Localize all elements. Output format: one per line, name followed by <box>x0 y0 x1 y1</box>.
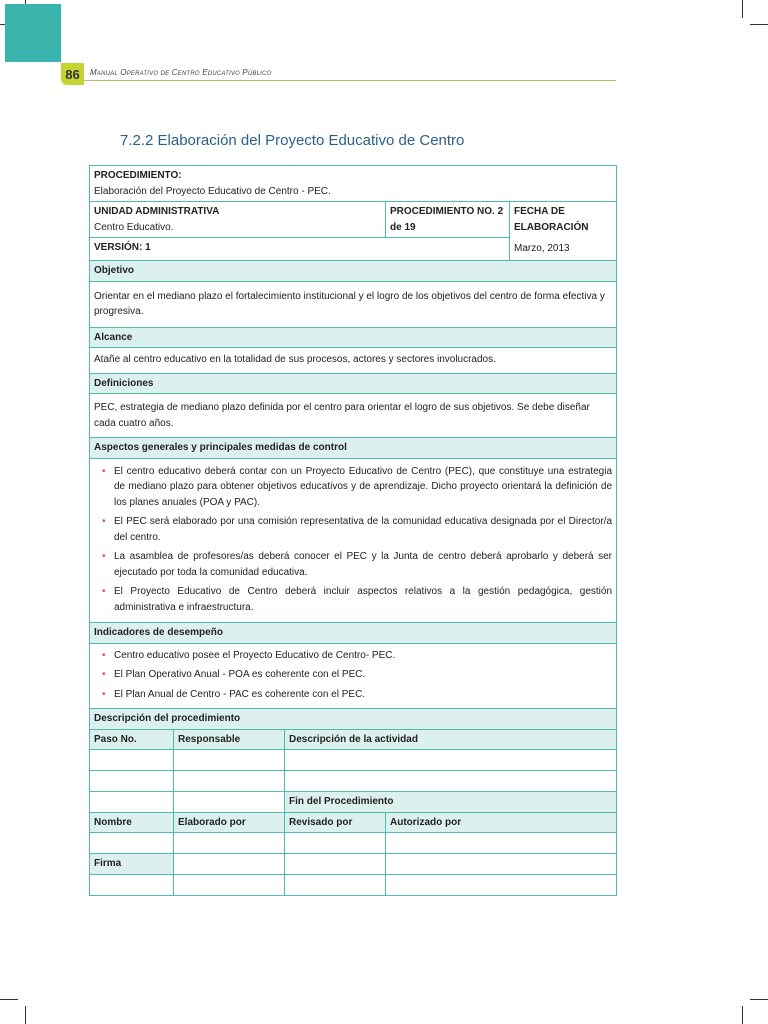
fecha-label: FECHA DE ELABORACIÓN <box>514 206 589 233</box>
table-row <box>90 750 617 771</box>
col-paso: Paso No. <box>90 729 174 750</box>
row-objetivo-header <box>90 261 617 282</box>
procedimiento-no: PROCEDIMIENTO NO. 2 de 19 <box>386 202 510 238</box>
indicadores-label: Indicadores de desempeño <box>90 623 617 644</box>
row-signature-columns <box>90 812 617 833</box>
sig-cell <box>386 874 617 895</box>
sig-nombre: Nombre <box>90 812 174 833</box>
fin-label: Fin del Procedimiento <box>285 792 617 813</box>
unidad-value: Centro Educativo. <box>94 221 174 233</box>
row-aspectos-list <box>90 458 617 623</box>
list-item: • El PEC será elaborado por una comisión representativa de la comunidad educativa designada por el Director/a del centro. <box>114 514 612 545</box>
fecha-value: Marzo, 2013 <box>514 243 570 254</box>
step-cell <box>174 771 285 792</box>
row-indicadores-list <box>90 643 617 709</box>
sig-cell <box>174 874 285 895</box>
crop-mark <box>742 1006 743 1024</box>
list-item: • El Proyecto Educativo de Centro deberá incluir aspectos relativos a la gestión pedagógica, gestión administrativa e infraestructura. <box>114 584 612 615</box>
crop-mark <box>742 0 743 18</box>
decorative-teal-block <box>5 4 61 62</box>
sig-cell <box>174 833 285 854</box>
table-row <box>90 874 617 895</box>
sig-cell <box>285 874 386 895</box>
crop-mark <box>750 999 768 1000</box>
row-procedimiento <box>90 166 617 202</box>
row-aspectos-header <box>90 438 617 459</box>
definiciones-text: PEC, estrategia de mediano plazo definida por el centro para orientar el logro de sus objetivos. Se debe diseñar cada cuatro años. <box>90 394 617 438</box>
indicadores-cell <box>90 643 617 709</box>
crop-mark <box>750 24 768 25</box>
step-cell <box>90 792 174 813</box>
unidad-label: UNIDAD ADMINISTRATIVA <box>94 206 220 217</box>
sig-cell <box>386 833 617 854</box>
list-item: • El Plan Operativo Anual - POA es coherente con el PEC. <box>114 667 612 683</box>
list-item: • El centro educativo deberá contar con un Proyecto Educativo de Centro (PEC), que constituye una estrategia de mediano plazo para obtener objetivos educativos y de aprendizaje. Dicho proyecto orientará la definición de los planes anuales (POA y PAC). <box>114 464 612 511</box>
row-firma <box>90 854 617 875</box>
table-row <box>90 833 617 854</box>
sig-autorizado: Autorizado por <box>386 812 617 833</box>
row-alcance-header <box>90 327 617 348</box>
row-alcance-text <box>90 348 617 374</box>
indicadores-list <box>94 648 612 703</box>
col-descripcion: Descripción de la actividad <box>285 729 617 750</box>
list-item: • La asamblea de profesores/as deberá conocer el PEC y la Junta de centro deberá aprobarlo y deberá ser ejecutado por toda la comunidad educativa. <box>114 549 612 580</box>
col-responsable: Responsable <box>174 729 285 750</box>
fecha-cell <box>510 202 617 261</box>
aspectos-label: Aspectos generales y principales medidas de control <box>90 438 617 459</box>
procedure-form-table <box>89 165 617 896</box>
sig-cell <box>90 833 174 854</box>
list-item: • El Plan Anual de Centro - PAC es coherente con el PEC. <box>114 687 612 703</box>
procedimiento-value: Elaboración del Proyecto Educativo de Centro - PEC. <box>94 185 331 197</box>
sig-cell <box>386 854 617 875</box>
objetivo-label: Objetivo <box>90 261 617 282</box>
procedimiento-label: PROCEDIMIENTO: <box>94 170 182 181</box>
row-objetivo-text <box>90 281 617 327</box>
unidad-cell <box>90 202 386 238</box>
row-descripcion-header <box>90 709 617 730</box>
sig-revisado: Revisado por <box>285 812 386 833</box>
sig-cell <box>285 854 386 875</box>
objetivo-text: Orientar en el mediano plazo el fortalecimiento institucional y el logro de los objetivos del centro de forma efectiva y progresiva. <box>90 281 617 327</box>
row-indicadores-header <box>90 623 617 644</box>
crop-mark <box>0 999 18 1000</box>
list-item: • Centro educativo posee el Proyecto Educativo de Centro- PEC. <box>114 648 612 664</box>
sig-cell <box>90 874 174 895</box>
aspectos-list <box>94 464 612 616</box>
definiciones-label: Definiciones <box>90 373 617 394</box>
step-cell <box>174 750 285 771</box>
section-title: 7.2.2 Elaboración del Proyecto Educativo de Centro <box>120 132 465 149</box>
row-fin <box>90 792 617 813</box>
row-definiciones-header <box>90 373 617 394</box>
alcance-text: Atañe al centro educativo en la totalidad de sus procesos, actores y sectores involucrados. <box>90 348 617 374</box>
procedimiento-cell <box>90 166 617 202</box>
row-definiciones-text <box>90 394 617 438</box>
step-cell <box>285 771 617 792</box>
descripcion-label: Descripción del procedimiento <box>90 709 617 730</box>
running-title: Manual Operativo de Centro Educativo Público <box>90 68 272 77</box>
sig-firma: Firma <box>90 854 174 875</box>
crop-mark <box>25 1006 26 1024</box>
row-steps-columns <box>90 729 617 750</box>
sig-cell <box>285 833 386 854</box>
header-divider <box>84 80 616 81</box>
sig-cell <box>174 854 285 875</box>
step-cell <box>285 750 617 771</box>
version-label: VERSIÓN: 1 <box>90 238 510 261</box>
sig-elaborado: Elaborado por <box>174 812 285 833</box>
step-cell <box>90 771 174 792</box>
aspectos-cell <box>90 458 617 623</box>
alcance-label: Alcance <box>90 327 617 348</box>
row-unidad <box>90 202 617 238</box>
page-number: 86 <box>61 63 84 85</box>
step-cell <box>174 792 285 813</box>
table-row <box>90 771 617 792</box>
step-cell <box>90 750 174 771</box>
